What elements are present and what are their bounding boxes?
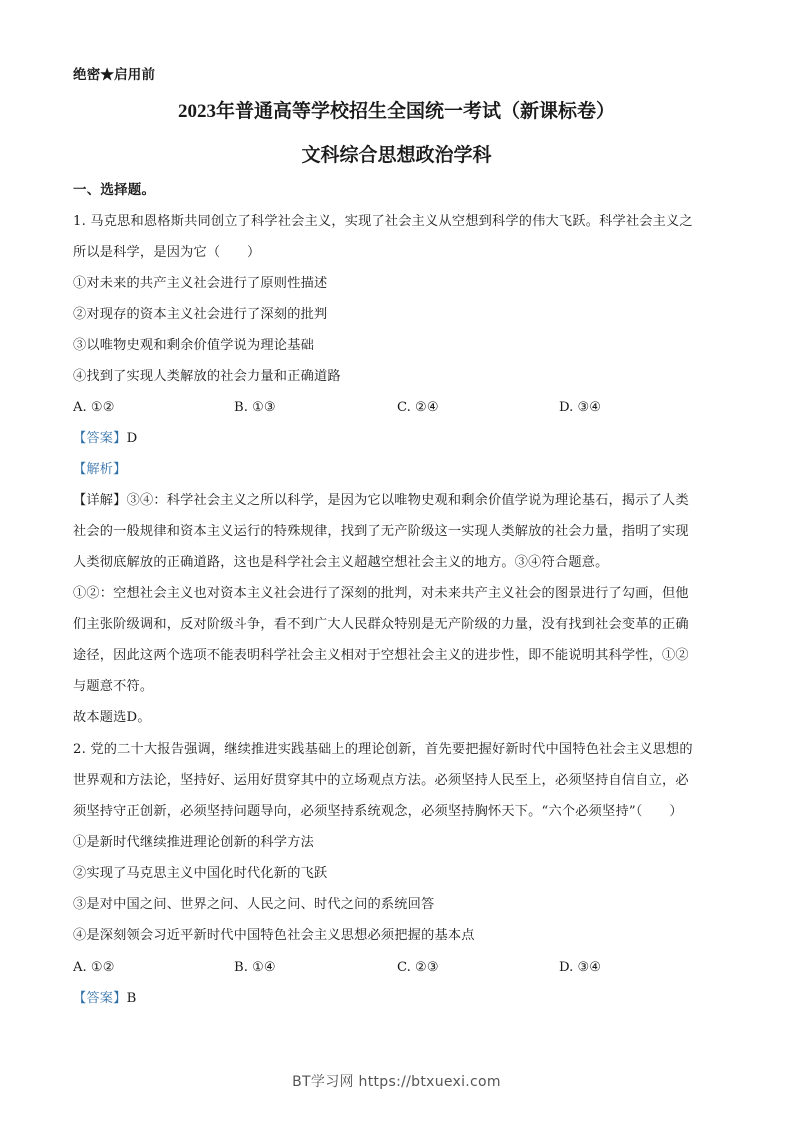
statement-4: ④是深刻领会习近平新时代中国特色社会主义思想必须把握的基本点: [73, 928, 475, 943]
option-a: A. ①②: [73, 400, 115, 415]
question-stem-line: 世界观和方法论，坚持好、运用好贯穿其中的立场观点方法。必须坚持人民至上，必须坚持自信自立，必: [73, 773, 689, 788]
question-stem-line: 所以是科学，是因为它（ ）: [73, 245, 261, 260]
analysis-tag: 【解析】: [73, 462, 127, 477]
statement-1: ①是新时代继续推进理论创新的科学方法: [73, 835, 314, 850]
exam-subtitle: 文科综合思想政治学科: [301, 145, 492, 166]
option-d: D. ③④: [559, 400, 602, 415]
section-heading: 一、选择题。: [73, 182, 156, 198]
answer-tag: 【答案】: [73, 431, 127, 446]
answer-tag: 【答案】: [73, 991, 127, 1006]
detail-line: 人类彻底解放的正确道路，这也是科学社会主义超越空想社会主义的地方。③④符合题意。: [73, 555, 609, 570]
option-a: A. ①②: [73, 960, 115, 975]
answer-value: B: [126, 991, 137, 1006]
options-row: [73, 959, 721, 977]
detail-line: [73, 492, 689, 510]
option-d: D. ③④: [559, 960, 602, 975]
watermark-footer: BT学习网 https://btxuexi.com: [292, 1074, 501, 1090]
option-b: B. ①③: [234, 400, 276, 415]
statement-2: ②实现了马克思主义中国化时代化新的飞跃: [73, 866, 328, 881]
option-c: C. ②④: [397, 400, 439, 415]
detail-line: ①②：空想社会主义也对资本主义社会进行了深刻的批判，对未来共产主义社会的图景进行了勾画，但他: [73, 586, 689, 601]
statement-1: ①对未来的共产主义社会进行了原则性描述: [73, 276, 328, 291]
detail-line: 与题意不符。: [73, 679, 154, 694]
statement-3: ③以唯物史观和剩余价值学说为理论基础: [73, 338, 314, 353]
question-stem-line: 2. 党的二十大报告强调，继续推进实践基础上的理论创新，首先要把握好新时代中国特色社会主义思想的: [73, 742, 693, 757]
exam-title: 2023年普通高等学校招生全国统一考试（新课标卷）: [177, 101, 615, 122]
answer-line: [73, 990, 136, 1008]
statement-4: ④找到了实现人类解放的社会力量和正确道路: [73, 369, 341, 384]
option-b: B. ①④: [234, 960, 276, 975]
question-stem-line: 1. 马克思和恩格斯共同创立了科学社会主义，实现了社会主义从空想到科学的伟大飞跃。科学社会主义之: [73, 214, 693, 229]
statement-3: ③是对中国之问、世界之问、人民之问、时代之问的系统回答: [73, 897, 435, 912]
conclusion-line: 故本题选D。: [73, 710, 151, 725]
answer-line: [73, 430, 137, 448]
statement-2: ②对现存的资本主义社会进行了深刻的批判: [73, 307, 328, 322]
detail-line: 们主张阶级调和，反对阶级斗争，看不到广大人民群众特别是无产阶级的力量，没有找到社会变革的正确: [73, 617, 689, 632]
secret-label: 绝密★启用前: [73, 67, 156, 83]
answer-value: D: [126, 431, 138, 446]
question-stem-line: 须坚持守正创新，必须坚持问题导向，必须坚持系统观念，必须坚持胸怀天下。“六个必须坚持”（ ）: [73, 804, 683, 819]
analysis-line: [73, 461, 127, 479]
detail-tag: 【详解】: [73, 493, 127, 508]
detail-line: 社会的一般规律和资本主义运行的特殊规律，找到了无产阶级这一实现人类解放的社会力量，指明了实现: [73, 524, 689, 539]
detail-line: 途径，因此这两个选项不能表明科学社会主义相对于空想社会主义的进步性，即不能说明其科学性，①②: [73, 648, 689, 663]
option-c: C. ②③: [397, 960, 439, 975]
detail-text: ③④：科学社会主义之所以科学，是因为它以唯物史观和剩余价值学说为理论基石，揭示了人类: [126, 493, 689, 508]
options-row: [73, 399, 721, 417]
